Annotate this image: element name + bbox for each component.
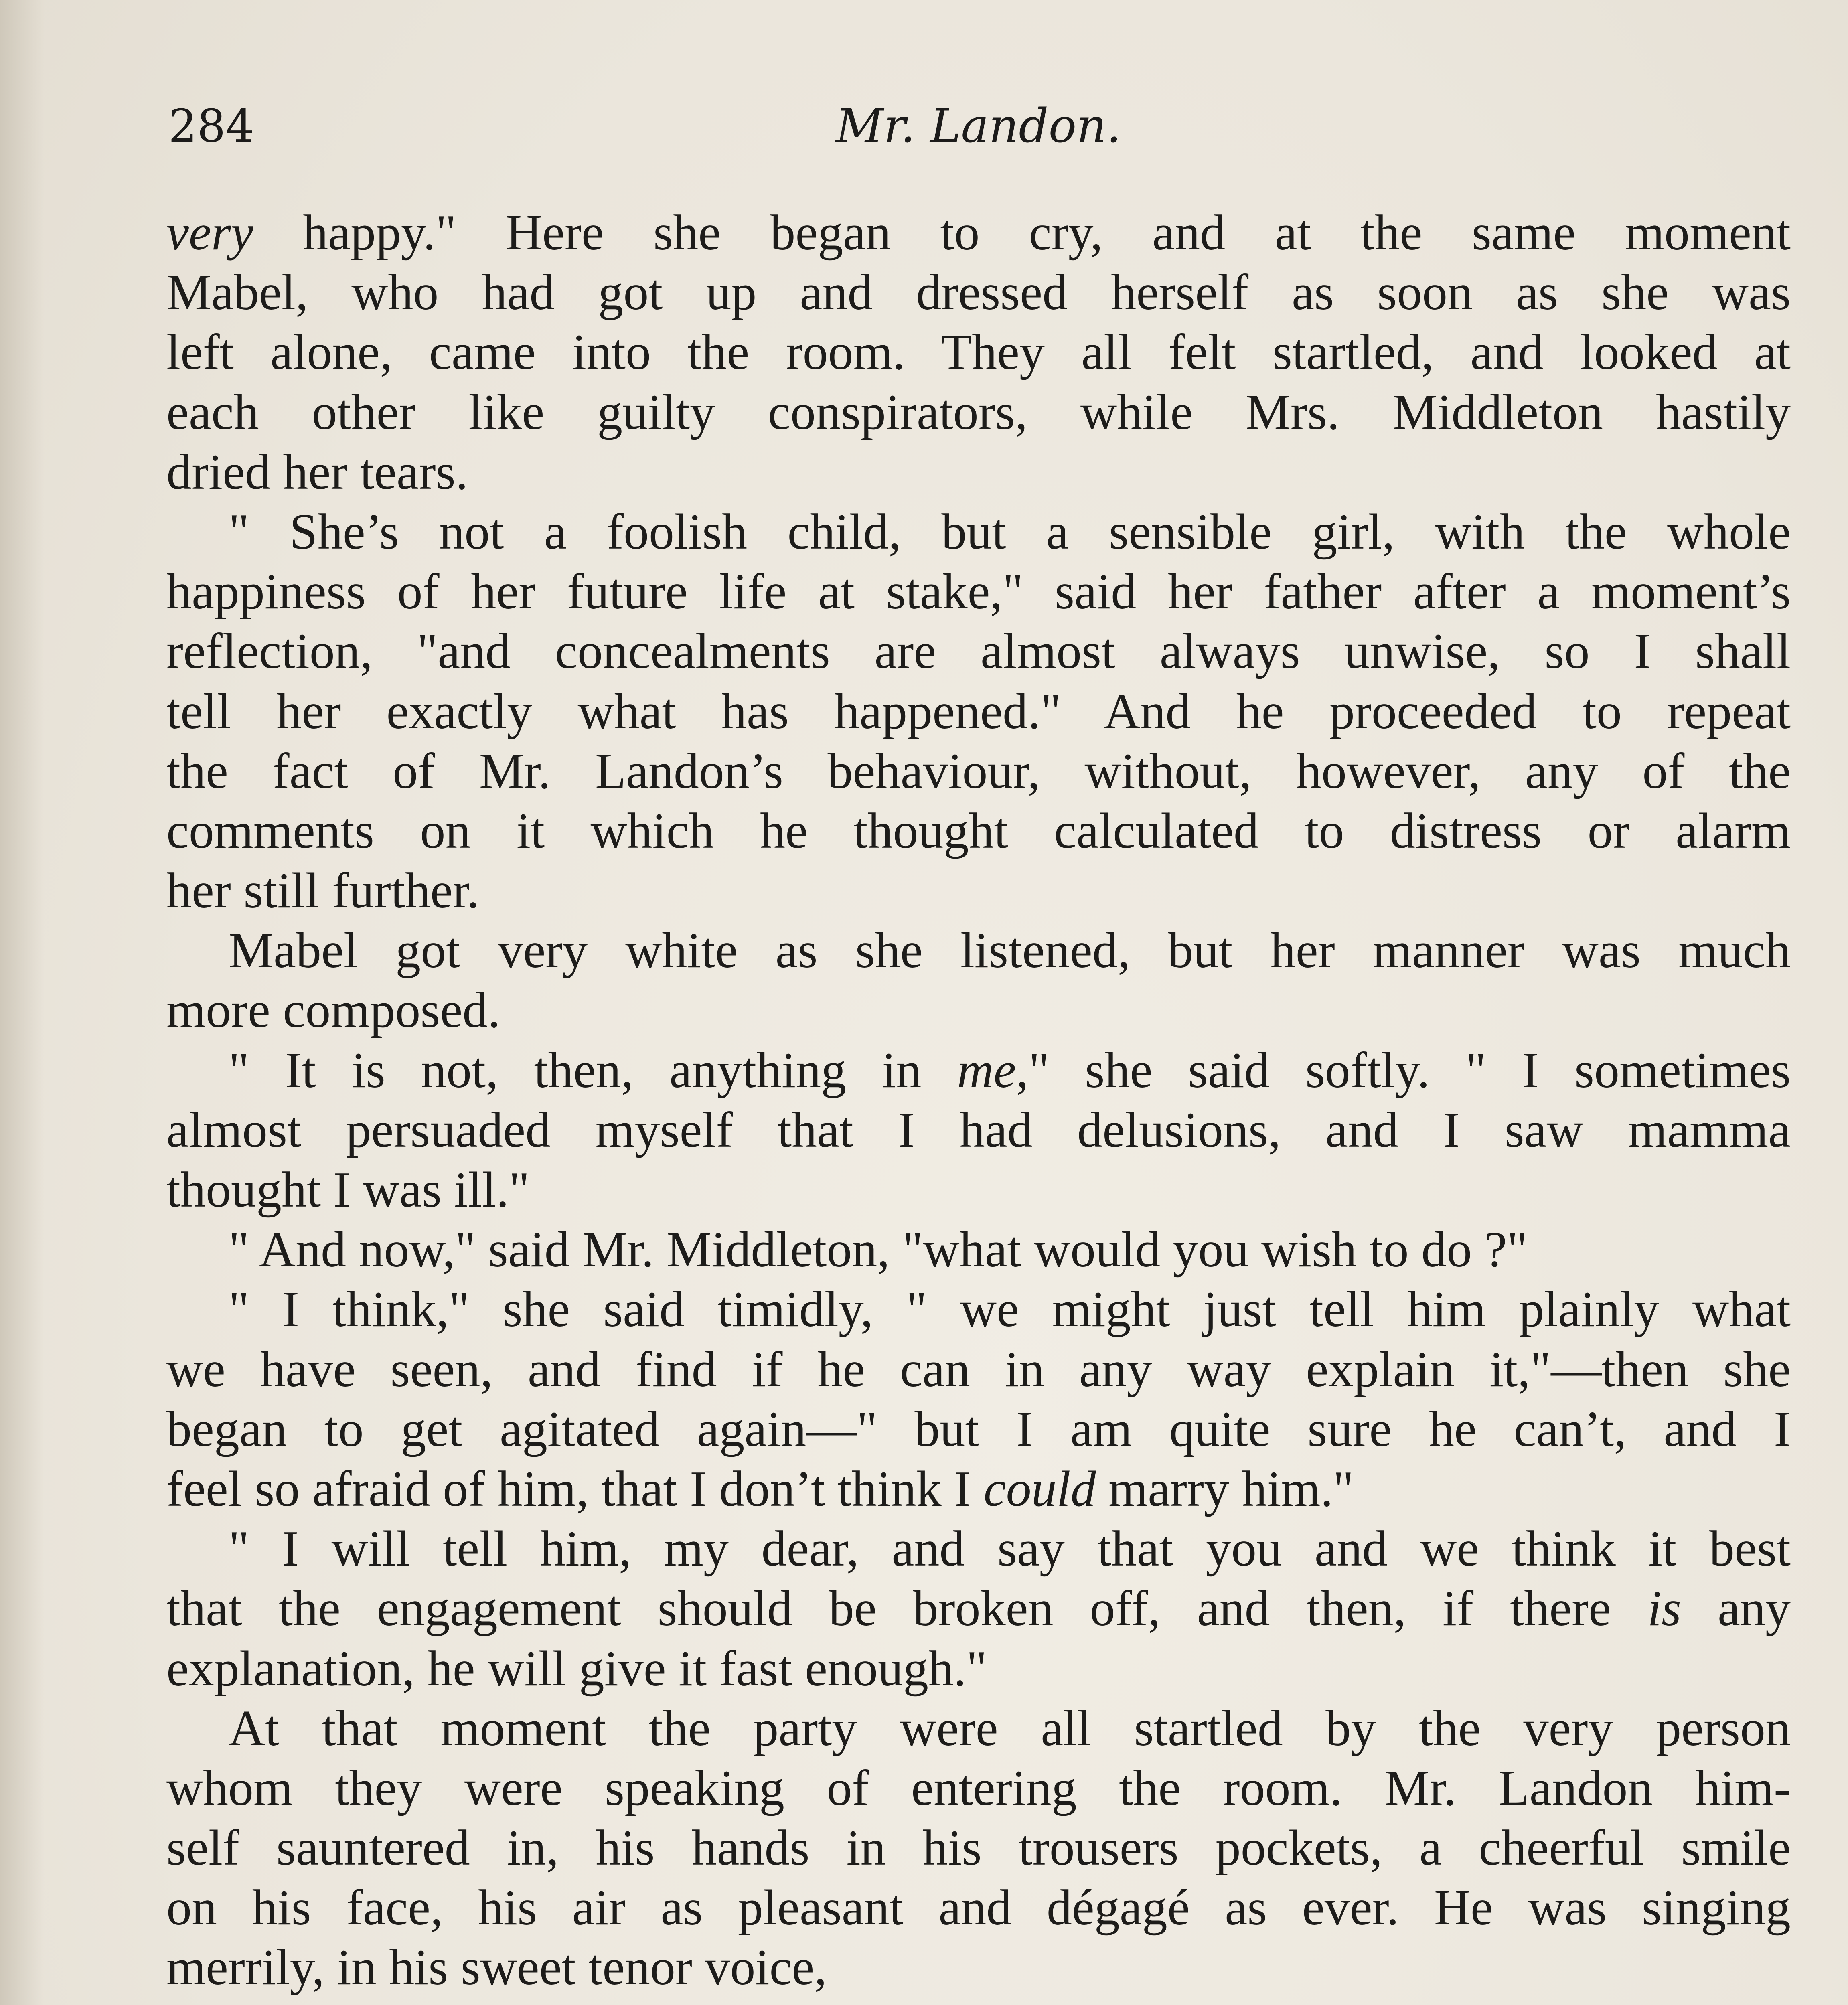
text-line [166,1938,1791,1997]
text-line [166,622,1791,681]
text-line [166,1160,1791,1220]
text-segment: marry him." [1096,1461,1354,1517]
text-segment: more composed. [166,982,500,1039]
text-line [166,1399,1791,1459]
text-line [166,383,1791,442]
text-segment: thought I was ill." [166,1162,530,1218]
text-segment: her still further. [166,863,480,919]
italic-text: could [983,1461,1096,1517]
text-segment: " She’s not a foolish child, but a sensible girl, with the whole [229,504,1791,560]
text-segment: left alone, came into the room. They all felt startled, and looked at [166,324,1791,381]
text-line [166,1220,1791,1280]
text-line [166,861,1791,921]
text-line [166,1519,1791,1579]
text-line [166,1818,1791,1878]
page-header [168,92,1789,168]
verse-line [166,2001,1791,2005]
text-line [166,921,1791,980]
text-line [166,801,1791,861]
text-line [166,1579,1791,1638]
italic-text: me [957,1042,1016,1098]
text-segment: whom they were speaking of entering the room. Mr. Landon him- [166,1760,1791,1816]
page-gutter-shadow [0,0,44,2005]
body-text [166,203,1791,2005]
text-segment: " I will tell him, my dear, and say that you and we think it best [229,1521,1791,1577]
text-line [166,442,1791,502]
text-line [166,1280,1791,1339]
italic-text: is [1647,1581,1682,1637]
text-segment: self sauntered in, his hands in his trousers pockets, a cheerful smile [166,1820,1791,1876]
text-segment: At that moment the party were all startled by the very person [229,1700,1791,1756]
text-line [166,562,1791,622]
text-segment: merrily, in his sweet tenor voice, [166,1940,827,1996]
text-line [166,741,1791,801]
text-segment: feel so afraid of him, that I don’t think I [166,1461,984,1517]
text-segment: that the engagement should be broken off, and then, if there [166,1581,1647,1637]
text-segment: began to get agitated again—" but I am quite sure he can’t, and I [166,1401,1791,1457]
text-segment: reflection, "and concealments are almost always unwise, so I shall [166,624,1791,680]
page-number: 284 [168,100,254,152]
text-line [166,203,1791,263]
text-segment: happiness of her future life at stake," said her father after a moment’s [166,564,1791,620]
text-segment: " I think," she said timidly, " we might just tell him plainly what [229,1282,1791,1338]
text-line [166,502,1791,562]
text-segment: almost persuaded myself that I had delusions, and I saw mamma [166,1102,1791,1158]
text-line [166,1639,1791,1699]
text-line [166,682,1791,741]
text-segment: we have seen, and find if he can in any way explain it,"—then she [166,1341,1791,1397]
text-line [166,1100,1791,1160]
text-line [166,263,1791,322]
text-segment: each other like guilty conspirators, while Mrs. Middleton hastily [166,384,1791,440]
text-segment: comments on it which he thought calculated to distress or alarm [166,803,1791,859]
text-line [166,322,1791,382]
text-segment: " It is not, then, anything in [229,1042,957,1098]
italic-text: very [166,205,253,261]
text-line [166,980,1791,1040]
text-segment: Mabel got very white as she listened, but her manner was much [229,923,1791,979]
text-segment: on his face, his air as pleasant and dégagé as ever. He was singing [166,1880,1791,1936]
text-segment: " And now," said Mr. Middleton, "what would you wish to do ?" [229,1222,1528,1278]
text-segment: happy." Here she began to cry, and at the same moment [253,205,1791,261]
verse-spacer [166,1998,1791,2001]
text-line [166,1459,1791,1519]
text-line [166,1340,1791,1399]
text-segment: tell her exactly what has happened." And he proceeded to repeat [166,683,1791,739]
text-segment: Mabel, who had got up and dressed herself as soon as she was [166,265,1791,321]
text-segment: any [1681,1581,1791,1637]
text-segment: explanation, he will give it fast enough." [166,1640,987,1697]
text-line [166,1758,1791,1818]
text-segment: ," she said softly. " I sometimes [1016,1042,1791,1098]
running-title: Mr. Landon. [836,99,1121,153]
text-segment: the fact of Mr. Landon’s behaviour, without, however, any of the [166,743,1791,799]
text-line [166,1699,1791,1758]
text-line [166,1041,1791,1100]
text-segment: dried her tears. [166,444,468,500]
text-line [166,1878,1791,1938]
